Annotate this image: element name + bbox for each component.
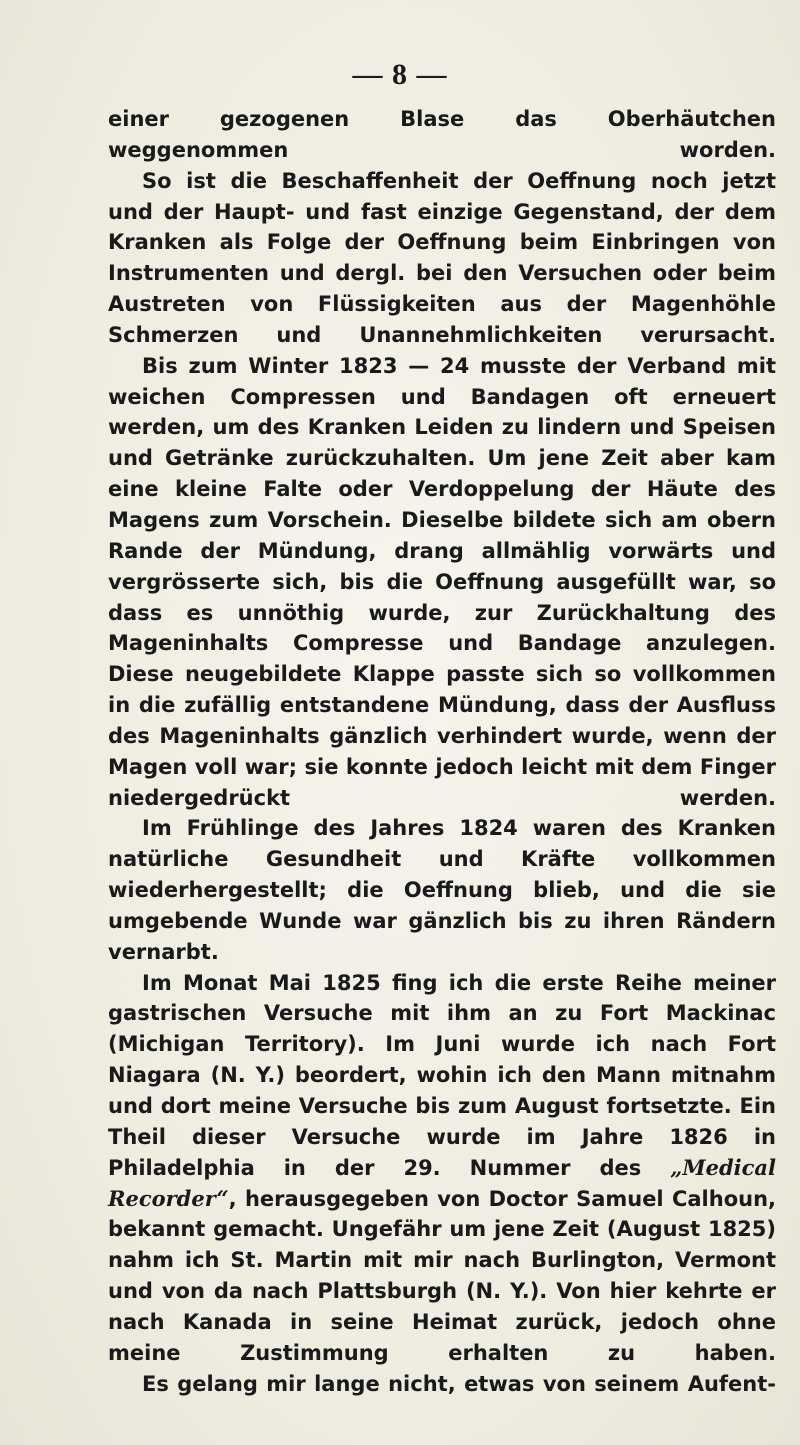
paragraph-5-text-b: , herausgegeben von Doctor Samuel Calhoun, bekannt gemacht. Ungefähr um jene Zeit (August 1825) nahm ich St. Martin mit mir nach Burlington, Vermont und von da nach Plattsburgh (N. Y.). Von hier kehrte er nach Kanada in seine Heimat zurück, jedoch ohne meine Zustimmung erhalten zu haben. [108, 1186, 776, 1365]
paragraph-6: Es gelang mir lange nicht, etwas von seinem Aufent- [142, 1371, 776, 1396]
page-body [108, 104, 776, 1399]
paragraph-1: einer gezogenen Blase das Oberhäutchen weggenommen worden. [108, 107, 776, 162]
paragraph-3: Bis zum Winter 1823 — 24 musste der Verband mit weichen Compressen und Bandagen oft erneuert werden, um des Kranken Leiden zu lindern und Speisen und Getränke zurückzuhalten. Um jene Zeit aber kam eine kleine Falte oder Verdoppelung der Häute des Magens zum Vorschein. Dieselbe bildete sich am obern Rande der Mündung, drang allmählig vorwärts und vergrösserte sich, bis die Oeffnung ausgefüllt war, so dass es unnöthig wurde, zur Zurückhaltung des Mageninhalts Compresse und Bandage anzulegen. Diese neugebildete Klappe passte sich so vollkommen in die zufällig entstandene Mündung, dass der Ausfluss des Mageninhalts gänzlich verhindert wurde, wenn der Magen voll war; sie konnte jedoch leicht mit dem Finger niedergedrückt werden. [108, 353, 776, 810]
page-number: — 8 — [352, 58, 448, 91]
journal-title: „Medical Recorder“ [108, 1154, 776, 1211]
paragraph-2: So ist die Beschaffenheit der Oeffnung noch jetzt und der Haupt- und fast einzige Gegenstand, der dem Kranken als Folge der Oeffnung beim Einbringen von Instrumenten und dergl. bei den Versuchen oder beim Austreten von Flüssigkeiten aus der Magenhöhle Schmerzen und Unannehmlichkeiten verursacht. [108, 168, 776, 347]
paragraph-4: Im Frühlinge des Jahres 1824 waren des Kranken natürliche Gesundheit und Kräfte vollkommen wiederhergestellt; die Oeffnung blieb, und die sie umgebende Wunde war gänzlich bis zu ihren Rändern vernarbt. [108, 816, 776, 964]
paragraph-5 [108, 968, 776, 1369]
paragraph-5-text-a: Im Monat Mai 1825 fing ich die erste Reihe meiner gastrischen Versuche mit ihm an zu Fort Mackinac (Michigan Territory). Im Juni wurde ich nach Fort Niagara (N. Y.) beordert, wohin ich den Mann mitnahm und dort meine Versuche bis zum August fortsetzte. Ein Theil dieser Versuche wurde im Jahre 1826 in Philadelphia in der 29. Nummer des [108, 970, 776, 1180]
